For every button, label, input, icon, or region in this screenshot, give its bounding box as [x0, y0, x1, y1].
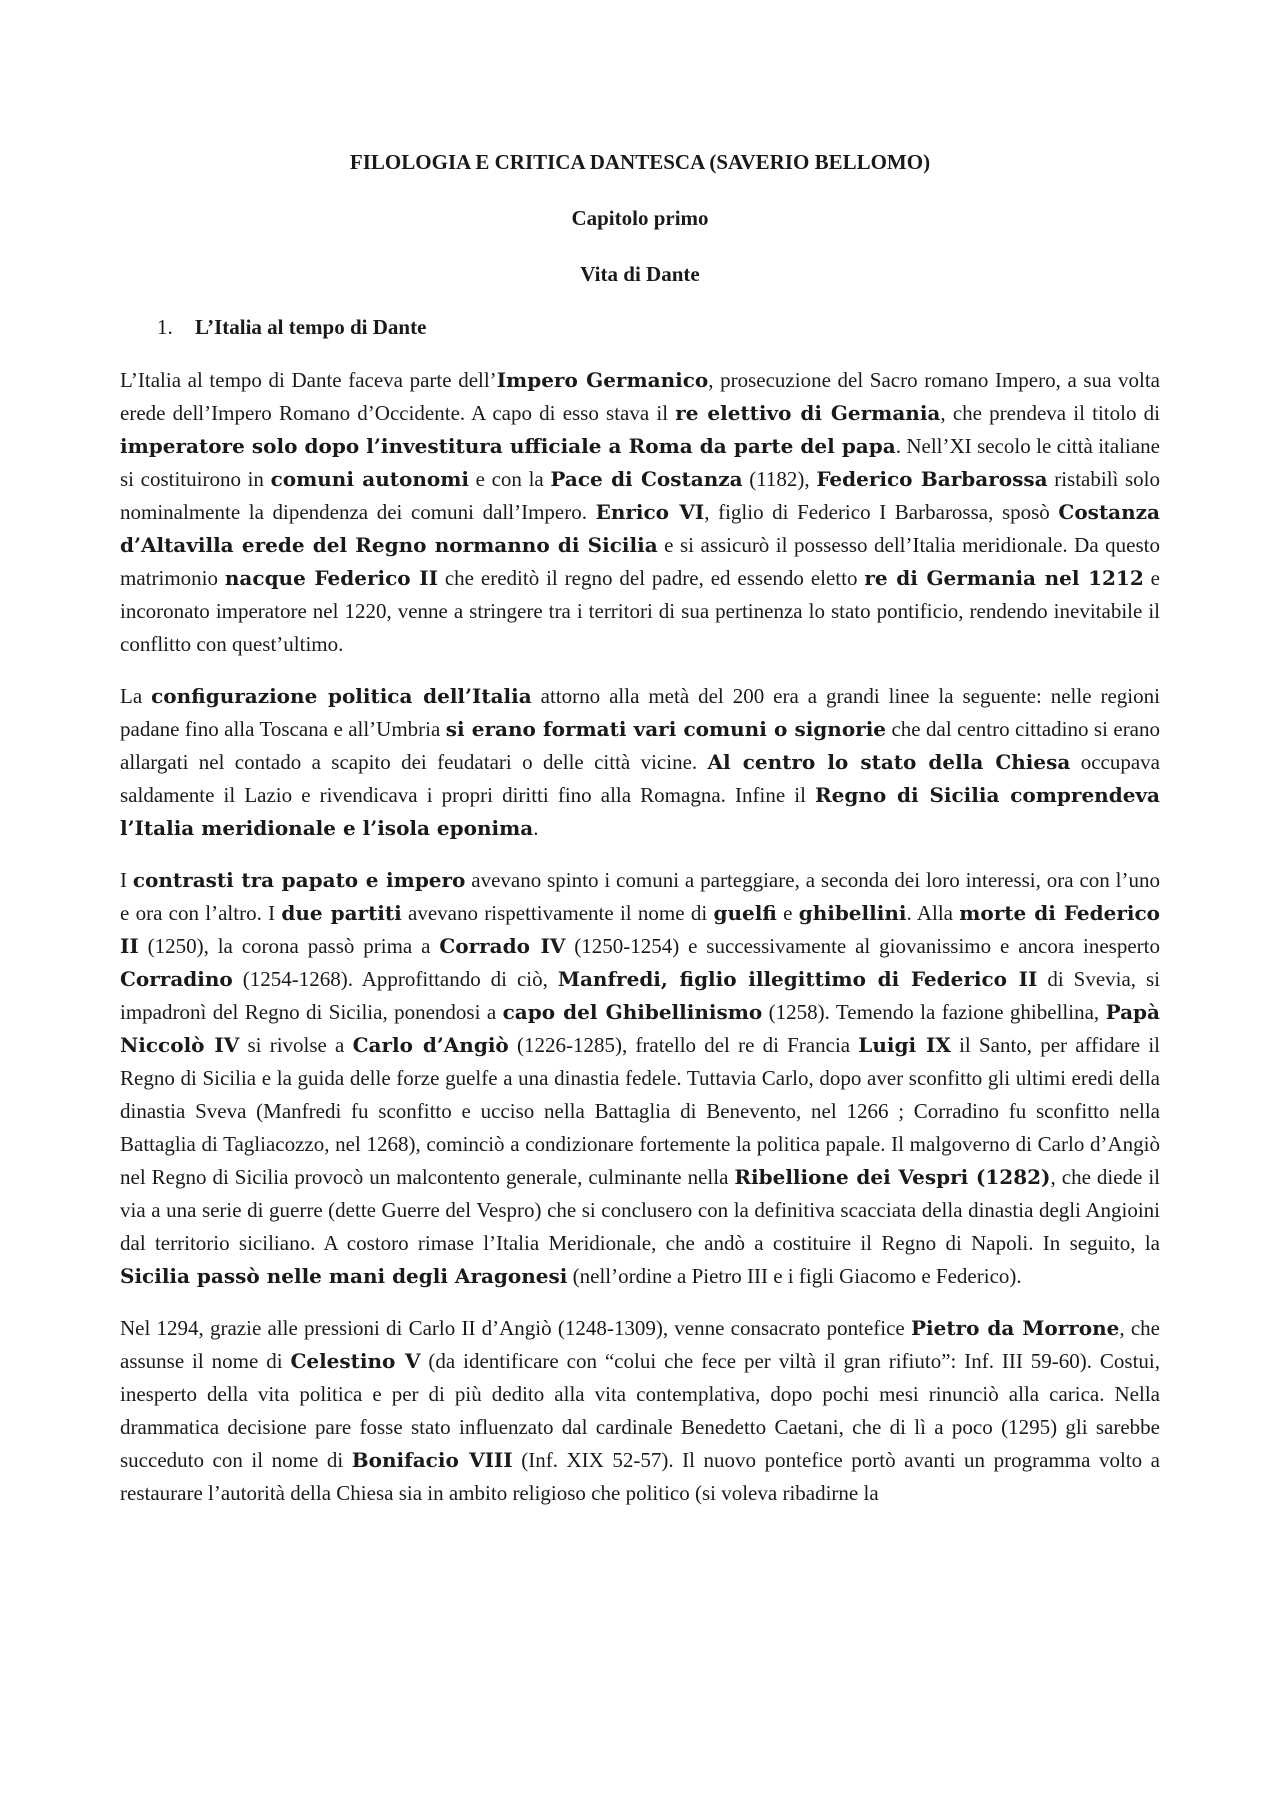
bold-text: Regno di Sicilia comprendeva l’Italia meridionale e l’isola eponima: [120, 783, 1160, 840]
text-run: La: [120, 684, 152, 708]
section-heading-text: L’Italia al tempo di Dante: [195, 315, 427, 339]
bold-text: Papà Niccolò IV: [120, 1000, 1160, 1057]
text-run: (Inf. XIX 52-57). Il nuovo pontefice portò avanti un programma volto a restaurare l’autorità della Chiesa sia in ambito religioso che politico (si voleva ribadirne la: [120, 1448, 1161, 1505]
bold-text: re elettivo di Germania: [675, 401, 941, 425]
text-run: e si assicurò il possesso dell’Italia meridionale. Da questo matrimonio: [120, 533, 1160, 590]
text-run: I: [120, 868, 133, 892]
bold-text: Luigi IX: [858, 1033, 951, 1057]
bold-text: Federico Barbarossa: [816, 467, 1048, 491]
text-run: . Alla: [906, 901, 960, 925]
bold-text: guelfi: [713, 901, 777, 925]
document-title: FILOLOGIA E CRITICA DANTESCA (SAVERIO BELLOMO): [349, 150, 931, 174]
bold-text: Pietro da Morrone: [910, 1316, 1120, 1340]
text-run: e incoronato imperatore nel 1220, venne a stringere tra i territori di sua pertinenza lo stato pontificio, rendendo inevitabile il conflitto con quest’ultimo.: [120, 566, 1160, 656]
bold-text: imperatore solo dopo l’investitura ufficiale a Roma da parte del papa: [120, 434, 896, 458]
text-run: (1254-1268). Approfittando di ciò,: [232, 967, 558, 991]
text-run: (1250-1254) e successivamente al giovanissimo e ancora inesperto: [565, 934, 1161, 958]
bold-text: Al centro lo stato della Chiesa: [707, 750, 1071, 774]
text-run: .: [533, 816, 539, 840]
text-run: attorno alla metà del 200 era a grandi linee la seguente: nelle regioni padane fino alla Toscana e all’Umbria: [120, 684, 1160, 741]
text-run: (1250), la corona passò prima a: [138, 934, 440, 958]
bold-text: Ribellione dei Vespri (1282): [734, 1165, 1051, 1189]
text-run: , che assunse il nome di: [120, 1316, 1160, 1373]
bold-text: Manfredi, figlio illegittimo di Federico II: [557, 967, 1038, 991]
bold-text: Sicilia passò nelle mani degli Aragonesi: [120, 1264, 568, 1288]
bold-text: ghibellini: [798, 901, 907, 925]
paragraph-2: [120, 680, 1160, 845]
bold-text: morte di Federico II: [120, 901, 1161, 958]
text-run: avevano spinto i comuni a parteggiare, a seconda dei loro interessi, ora con l’uno e ora con l’altro. I: [120, 868, 1160, 925]
bold-text: Corrado IV: [439, 934, 566, 958]
text-run: (nell’ordine a Pietro III e i figli Giacomo e Federico).: [567, 1264, 1022, 1288]
bold-text: contrasti tra papato e impero: [132, 868, 466, 892]
bold-text: Corradino: [120, 967, 233, 991]
text-run: di Svevia, si impadronì del Regno di Sicilia, ponendosi a: [120, 967, 1161, 1024]
text-run: occupava saldamente il Lazio e rivendicava i propri diritti fino alla Romagna. Infine il: [120, 750, 1160, 807]
section-heading: [157, 315, 426, 340]
paragraph-3: [120, 864, 1160, 1293]
text-run: si rivolse a: [239, 1033, 353, 1057]
text-run: , che diede il via a una serie di guerre (dette Guerre del Vespro) che si conclusero con la definitiva scacciata della dinastia degli Angioini dal territorio siciliano. A costoro rimase l’Italia Meridionale, che andò a costituire il Regno di Napoli. In seguito, la: [120, 1165, 1161, 1255]
bold-text: due partiti: [281, 901, 402, 925]
text-run: , che prendeva il titolo di: [940, 401, 1160, 425]
paragraph-4: [120, 1312, 1160, 1510]
bold-text: capo del Ghibellinismo: [502, 1000, 763, 1024]
bold-text: si erano formati vari comuni o signorie: [445, 717, 887, 741]
text-run: , figlio di Federico I Barbarossa, sposò: [704, 500, 1059, 524]
bold-text: Carlo d’Angiò: [352, 1033, 509, 1057]
bold-text: re di Germania nel 1212: [864, 566, 1144, 590]
bold-text: configurazione politica dell’Italia: [151, 684, 532, 708]
bold-text: Pace di Costanza: [550, 467, 743, 491]
text-run: (da identificare con “colui che fece per viltà il gran rifiuto”: Inf. III 59-60). Costui, inesperto della vita politica e per di più dedito alla vita contemplativa, dopo pochi mesi rinunciò alla carica. Nella drammatica decisione pare fosse stato influenzato dal cardinale Benedetto Caetani, che di lì a poco (1295) gli sarebbe succeduto con il nome di: [120, 1349, 1161, 1472]
text-run: , prosecuzione del Sacro romano Impero, a sua volta erede dell’Impero Romano d’Occidente. A capo di esso stava il: [120, 368, 1161, 425]
section-number: 1.: [157, 315, 173, 339]
text-run: L’Italia al tempo di Dante faceva parte dell’: [120, 368, 497, 392]
bold-text: Costanza d’Altavilla erede del Regno normanno di Sicilia: [120, 500, 1160, 557]
bold-text: Enrico VI: [595, 500, 705, 524]
chapter-title: Capitolo primo: [571, 206, 709, 230]
paragraph-1: [120, 364, 1160, 661]
text-run: ristabilì solo nominalmente la dipendenza dei comuni dall’Impero.: [120, 467, 1160, 524]
bold-text: Impero Germanico: [496, 368, 709, 392]
text-run: Nel 1294, grazie alle pressioni di Carlo II d’Angiò (1248-1309), venne consacrato pontefice: [120, 1316, 911, 1340]
text-run: (1182),: [742, 467, 817, 491]
bold-text: Bonifacio VIII: [351, 1448, 513, 1472]
bold-text: comuni autonomi: [270, 467, 470, 491]
body-text: [120, 364, 1160, 1529]
text-run: . Nell’XI secolo le città italiane si costituirono in: [120, 434, 1160, 491]
bold-text: Celestino V: [290, 1349, 421, 1373]
text-run: e con la: [469, 467, 551, 491]
text-run: (1226-1285), fratello del re di Francia: [508, 1033, 859, 1057]
text-run: che ereditò il regno del padre, ed essendo eletto: [437, 566, 865, 590]
text-run: il Santo, per affidare il Regno di Sicilia e la guida delle forze guelfe a una dinastia fedele. Tuttavia Carlo, dopo aver sconfitto gli ultimi eredi della dinastia Sveva (Manfredi fu sconfitto e ucciso nella Battaglia di Benevento, nel 1266 ; Corradino fu sconfitto nella Battaglia di Tagliacozzo, nel 1268), cominciò a condizionare fortemente la politica papale. Il malgoverno di Carlo d’Angiò nel Regno di Sicilia provocò un malcontento generale, culminante nella: [120, 1033, 1160, 1189]
text-run: e: [776, 901, 799, 925]
text-run: che dal centro cittadino si erano allargati nel contado a scapito dei feudatari o delle città vicine.: [120, 717, 1161, 774]
text-run: (1258). Temendo la fazione ghibellina,: [762, 1000, 1106, 1024]
text-run: avevano rispettivamente il nome di: [401, 901, 714, 925]
chapter-subtitle: Vita di Dante: [580, 262, 700, 286]
bold-text: nacque Federico II: [224, 566, 438, 590]
